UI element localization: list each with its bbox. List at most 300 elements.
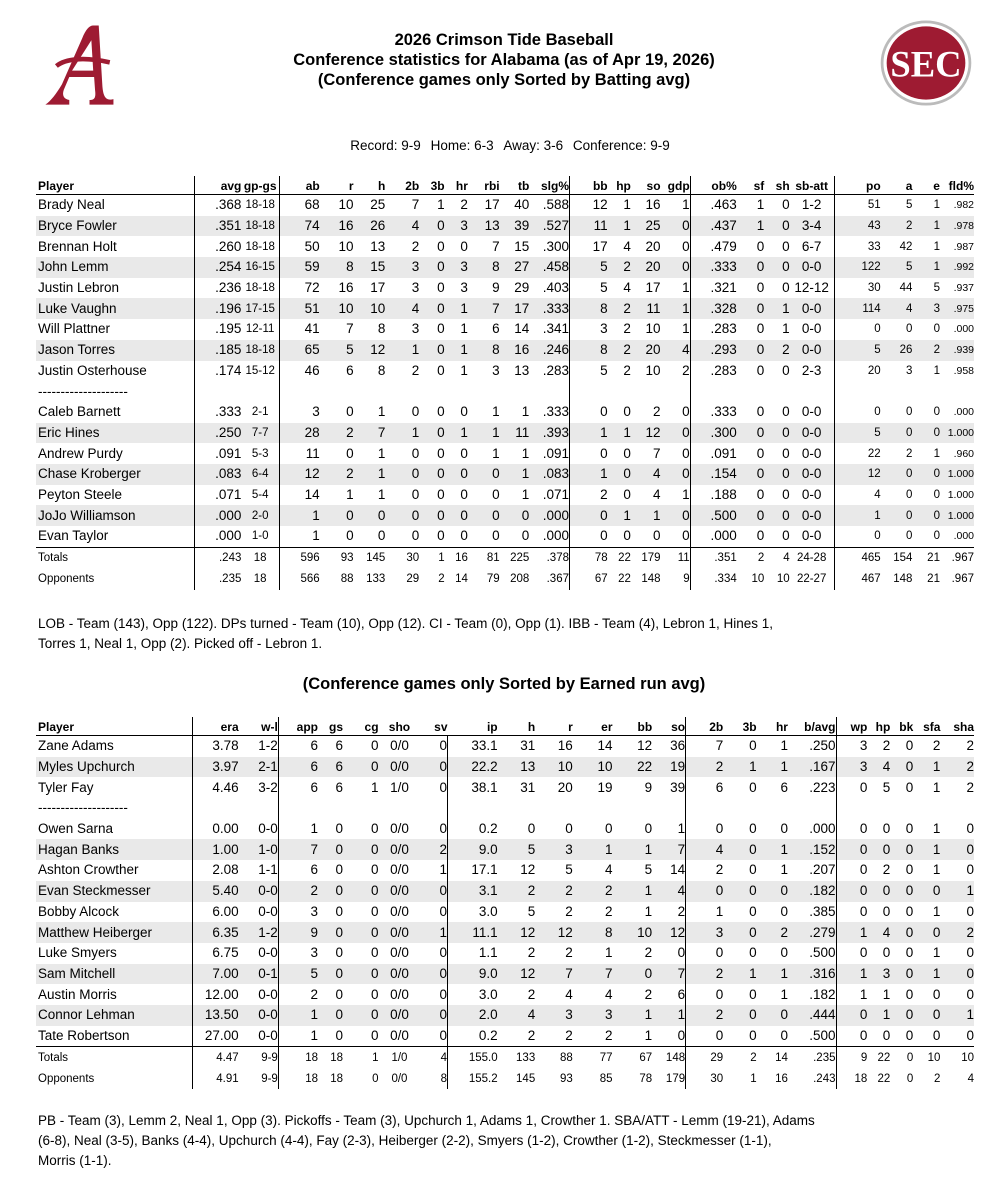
stat-cell: 9-9 bbox=[261, 1072, 278, 1085]
stat-cell: 0 bbox=[723, 922, 756, 943]
stat-cell: 0 bbox=[419, 464, 444, 485]
separator-cell bbox=[690, 381, 737, 402]
stat-cell: 0/0 bbox=[379, 757, 421, 778]
stat-cell: 0 bbox=[764, 423, 789, 444]
stat-cell: 10 bbox=[320, 298, 354, 319]
stat-cell: 13 bbox=[514, 362, 530, 378]
stat-cell: 16 bbox=[775, 1072, 788, 1085]
stat-cell: 5 bbox=[570, 361, 608, 382]
stat-cell: 0 bbox=[890, 964, 913, 985]
stat-cell: 0 bbox=[377, 528, 386, 544]
column-header-so: so bbox=[652, 717, 685, 736]
stat-cell: 10 bbox=[751, 573, 765, 586]
stat-cell: 0 bbox=[756, 486, 765, 502]
stat-cell: 0 bbox=[343, 922, 379, 943]
stat-cell: 1 bbox=[608, 423, 631, 444]
stat-cell: 5 bbox=[278, 964, 318, 985]
stat-cell: 1 bbox=[278, 1005, 318, 1026]
stat-cell: 3.0 bbox=[478, 986, 498, 1002]
stat-cell: 0 bbox=[756, 238, 765, 254]
stat-cell: 1 bbox=[686, 902, 724, 923]
stat-cell: 3.0 bbox=[478, 903, 498, 919]
stat-cell: 1 bbox=[661, 298, 691, 319]
column-header-w-l: w-l bbox=[239, 717, 279, 736]
stat-cell: 21 bbox=[912, 547, 940, 569]
stat-cell: 0 bbox=[335, 903, 344, 919]
separator-cell bbox=[573, 798, 613, 819]
stat-cell: 29 bbox=[686, 1047, 724, 1069]
stat-cell: 0/0 bbox=[390, 1027, 409, 1043]
stat-cell: 0 bbox=[932, 1027, 941, 1043]
stat-cell: 0-0 bbox=[258, 821, 278, 837]
stat-cell: 0/0 bbox=[390, 986, 409, 1002]
stat-cell: 1 bbox=[419, 547, 444, 569]
stat-cell: 0 bbox=[933, 323, 940, 336]
stat-cell: 0 bbox=[749, 986, 757, 1002]
stat-cell: 0 bbox=[836, 860, 867, 881]
stat-cell: 72 bbox=[279, 278, 319, 299]
stat-cell: 26 bbox=[354, 216, 386, 237]
stat-cell: .982 bbox=[953, 199, 974, 212]
column-header-3b: 3b bbox=[419, 176, 444, 195]
stat-cell: 18-18 bbox=[241, 340, 279, 361]
stat-cell: 155.2 bbox=[468, 1072, 498, 1085]
player-name: Will Plattner bbox=[38, 321, 111, 337]
stat-cell: 0 bbox=[570, 505, 608, 526]
table-row bbox=[36, 984, 974, 1005]
stat-cell: 0 bbox=[834, 526, 881, 547]
stat-cell: .958 bbox=[953, 364, 974, 377]
player-name: Austin Morris bbox=[38, 986, 117, 1002]
table-row bbox=[36, 757, 974, 778]
column-header-player: Player bbox=[36, 717, 193, 736]
stat-cell: 39 bbox=[652, 777, 685, 798]
record-home: Home: 6-3 bbox=[430, 138, 494, 153]
stat-cell: 1 bbox=[757, 964, 788, 985]
stat-cell: 0 bbox=[492, 486, 500, 502]
stat-cell: 1 bbox=[652, 819, 685, 840]
stat-cell: 4 bbox=[420, 1047, 447, 1069]
stat-cell: 0 bbox=[682, 528, 690, 544]
stat-cell: 465 bbox=[834, 547, 881, 569]
stat-cell: 0 bbox=[764, 505, 789, 526]
stat-cell: 0-0 bbox=[801, 486, 822, 502]
stat-cell: .987 bbox=[953, 240, 974, 253]
stat-cell: 6.75 bbox=[193, 943, 239, 964]
stat-cell: 0 bbox=[661, 505, 691, 526]
separator-cell bbox=[570, 381, 608, 402]
stat-cell: 0 bbox=[653, 528, 661, 544]
column-header-h: h bbox=[354, 176, 386, 195]
separator-cell bbox=[913, 798, 940, 819]
stat-cell: 15 bbox=[354, 257, 386, 278]
stat-cell: 42 bbox=[899, 240, 913, 253]
player-name: Matthew Heiberger bbox=[36, 922, 193, 943]
stat-cell: 0 bbox=[890, 757, 913, 778]
stat-cell: .500 bbox=[809, 945, 836, 961]
table-row bbox=[36, 402, 974, 423]
player-name: Opponents bbox=[38, 573, 95, 586]
player-name: Opponents bbox=[38, 1072, 95, 1085]
stat-cell: 5 bbox=[834, 340, 881, 361]
stat-cell: 0 bbox=[966, 986, 974, 1002]
stat-cell: .328 bbox=[690, 298, 737, 319]
stat-cell: .071 bbox=[542, 486, 569, 502]
stat-cell: 10 bbox=[573, 757, 613, 778]
stat-cell: 0/0 bbox=[390, 738, 409, 754]
stat-cell: 1 bbox=[836, 984, 867, 1005]
stat-cell: 17-15 bbox=[241, 298, 279, 319]
stat-cell: 0-0 bbox=[258, 945, 278, 961]
stat-cell: .091 bbox=[690, 443, 737, 464]
stat-cell: 10 bbox=[913, 1047, 940, 1069]
stat-cell: 3 bbox=[385, 257, 419, 278]
player-name: Brennan Holt bbox=[38, 238, 117, 254]
stat-cell: 0 bbox=[318, 881, 343, 902]
stat-cell: 40 bbox=[514, 197, 530, 213]
stat-cell: 1 bbox=[377, 486, 386, 502]
column-header-cg: cg bbox=[343, 717, 379, 736]
stat-cell: 0 bbox=[764, 216, 789, 237]
stat-cell: .000 bbox=[542, 528, 569, 544]
stat-cell: 1 bbox=[354, 464, 386, 485]
stat-cell: 0 bbox=[836, 1005, 867, 1026]
stat-cell: .000 bbox=[809, 821, 836, 837]
stat-cell: 0 bbox=[780, 821, 788, 837]
stat-cell: 1-0 bbox=[239, 839, 279, 860]
stat-cell: 1 bbox=[882, 986, 891, 1002]
player-name: Bryce Fowler bbox=[36, 216, 195, 237]
stat-cell: 0 bbox=[343, 757, 379, 778]
stat-cell: 2 bbox=[565, 903, 573, 919]
stat-cell: 1 bbox=[836, 922, 867, 943]
player-name: Totals bbox=[36, 547, 195, 569]
stat-cell: 1 bbox=[500, 464, 530, 485]
stat-cell: 0 bbox=[906, 530, 913, 543]
table-row bbox=[36, 195, 974, 216]
stat-cell: 0 bbox=[570, 526, 608, 547]
stat-cell: 0 bbox=[966, 945, 974, 961]
stat-cell: 0 bbox=[437, 238, 445, 254]
stat-cell: 8 bbox=[573, 922, 613, 943]
table-row bbox=[36, 361, 974, 382]
player-name: Tyler Fay bbox=[38, 779, 94, 795]
stat-cell: .975 bbox=[940, 298, 974, 319]
svg-text:SEC: SEC bbox=[890, 43, 962, 85]
stat-cell: 0 bbox=[966, 1027, 974, 1043]
stat-cell: 6 bbox=[492, 321, 500, 337]
stat-cell: 2 bbox=[644, 945, 653, 961]
table-row bbox=[36, 881, 974, 902]
stat-cell: 7 bbox=[346, 321, 354, 337]
stat-cell: 148 bbox=[652, 1047, 685, 1069]
stat-cell: 6 bbox=[278, 860, 318, 881]
stat-cell: 3 bbox=[445, 257, 468, 278]
stat-cell: .152 bbox=[788, 839, 836, 860]
stat-cell: 133 bbox=[366, 573, 386, 586]
stat-cell: .000 bbox=[953, 530, 974, 543]
stat-cell: 0 bbox=[940, 964, 974, 985]
stat-cell: 0 bbox=[419, 423, 444, 444]
stat-cell: 1 bbox=[933, 447, 940, 460]
stat-cell: 0 bbox=[460, 404, 468, 420]
stat-cell: 0 bbox=[905, 1027, 914, 1043]
table-row bbox=[36, 443, 974, 464]
player-name: Brady Neal bbox=[38, 197, 105, 213]
stat-cell: 0 bbox=[782, 445, 790, 461]
stat-cell: 0 bbox=[686, 1026, 724, 1047]
stat-cell: .939 bbox=[940, 340, 974, 361]
totals-row bbox=[36, 1047, 974, 1069]
stat-cell: 1 bbox=[782, 321, 790, 337]
player-name: JoJo Williamson bbox=[36, 505, 195, 526]
separator-cell bbox=[867, 798, 890, 819]
separator-cell bbox=[529, 381, 569, 402]
stat-cell: 2 bbox=[686, 860, 724, 881]
stat-cell: 0 bbox=[737, 340, 765, 361]
stat-cell: 1 bbox=[468, 423, 500, 444]
stat-cell: 50 bbox=[279, 236, 319, 257]
stat-cell: 11 bbox=[500, 423, 530, 444]
stat-cell: 0 bbox=[933, 530, 940, 543]
stat-cell: 19 bbox=[652, 757, 685, 778]
stat-cell: 0 bbox=[411, 404, 420, 420]
stat-cell: 0 bbox=[346, 404, 354, 420]
stat-cell: 145 bbox=[516, 1072, 536, 1085]
stat-cell: .403 bbox=[542, 280, 569, 296]
stat-cell: 25 bbox=[631, 216, 661, 237]
separator-cell bbox=[613, 798, 653, 819]
separator-cell bbox=[195, 381, 242, 402]
stat-cell: 1 bbox=[570, 423, 608, 444]
stat-cell: 93 bbox=[320, 547, 354, 569]
stat-cell: 81 bbox=[468, 547, 500, 569]
stat-cell: 0 bbox=[890, 881, 913, 902]
stat-cell: 0 bbox=[385, 464, 419, 485]
stat-cell: 0-0 bbox=[258, 1027, 278, 1043]
stat-cell: .260 bbox=[195, 236, 242, 257]
stat-cell: 0 bbox=[420, 902, 447, 923]
separator-cell bbox=[279, 381, 319, 402]
column-header-sho: sho bbox=[379, 717, 421, 736]
column-header-sha: sha bbox=[940, 717, 974, 736]
stat-cell: 8 bbox=[420, 1068, 447, 1089]
stat-cell: 1 bbox=[460, 362, 468, 378]
stat-cell: 20 bbox=[631, 340, 661, 361]
stat-cell: 0 bbox=[756, 528, 765, 544]
stat-cell: 5 bbox=[320, 340, 354, 361]
stat-cell: 1 bbox=[613, 839, 653, 860]
stat-cell: 0 bbox=[335, 986, 344, 1002]
stat-cell: 1 bbox=[445, 298, 468, 319]
table-row bbox=[36, 777, 974, 798]
stat-cell: 0 bbox=[411, 445, 420, 461]
stat-cell: 18 bbox=[278, 1068, 318, 1089]
table-row bbox=[36, 922, 974, 943]
stat-cell: 77 bbox=[573, 1047, 613, 1069]
stat-cell: 93 bbox=[560, 1072, 573, 1085]
stat-cell: 0 bbox=[686, 881, 724, 902]
stat-cell: 0 bbox=[420, 757, 447, 778]
pitching-notes bbox=[38, 1111, 868, 1171]
stat-cell: 9 bbox=[644, 779, 653, 795]
stat-cell: 179 bbox=[631, 547, 661, 569]
separator-cell bbox=[343, 798, 379, 819]
stat-cell: 2 bbox=[723, 1047, 756, 1069]
stat-cell: .000 bbox=[195, 505, 242, 526]
player-name: Chase Kroberger bbox=[36, 464, 195, 485]
stat-cell: 8 bbox=[320, 257, 354, 278]
stat-cell: 1 bbox=[608, 216, 631, 237]
stat-cell: 0 bbox=[335, 821, 344, 837]
stat-cell: 1 bbox=[521, 445, 530, 461]
batting-notes bbox=[38, 614, 838, 654]
column-header-ab: ab bbox=[279, 176, 319, 195]
stat-cell: 0 bbox=[881, 464, 913, 485]
stat-cell: 16 bbox=[445, 547, 468, 569]
stat-cell: 1 bbox=[940, 881, 974, 902]
stat-cell: 0 bbox=[890, 839, 913, 860]
stat-cell: .254 bbox=[195, 257, 242, 278]
stat-cell: 7 bbox=[492, 238, 500, 254]
stat-cell: 1 bbox=[521, 404, 530, 420]
stat-cell: 1 bbox=[932, 779, 941, 795]
stat-cell: 0 bbox=[460, 238, 468, 254]
stat-cell: .283 bbox=[690, 361, 737, 382]
stat-cell: 6 bbox=[335, 779, 344, 795]
stat-cell: 5 bbox=[570, 257, 608, 278]
stat-cell: 2-3 bbox=[801, 362, 822, 378]
stat-cell: 20 bbox=[631, 257, 661, 278]
stat-cell: 0 bbox=[420, 1026, 447, 1047]
stat-cell: 9 bbox=[836, 1047, 867, 1069]
stat-cell: 11 bbox=[279, 443, 319, 464]
stat-cell: 0 bbox=[913, 881, 940, 902]
column-header-hp: hp bbox=[867, 717, 890, 736]
stat-cell: 0-0 bbox=[790, 340, 834, 361]
title-line-3: (Conference games only Sorted by Batting avg) bbox=[317, 71, 691, 89]
stat-cell: 22 bbox=[618, 573, 631, 586]
separator-cell bbox=[193, 798, 239, 819]
stat-cell: 78 bbox=[570, 547, 608, 569]
stat-cell: 1 bbox=[279, 505, 319, 526]
column-header-3b: 3b bbox=[723, 717, 756, 736]
stat-cell: 0 bbox=[623, 404, 631, 420]
stat-cell: 1 bbox=[613, 1005, 653, 1026]
stat-cell: .960 bbox=[953, 447, 974, 460]
table-row bbox=[36, 505, 974, 526]
stat-cell: 0 bbox=[686, 943, 724, 964]
stat-cell: 14 bbox=[279, 485, 319, 506]
stat-cell: 1 bbox=[682, 280, 690, 296]
stat-cell: 16 bbox=[338, 280, 354, 296]
stat-cell: 2 bbox=[438, 573, 445, 586]
column-header-a: a bbox=[881, 176, 913, 195]
stat-cell: 0 bbox=[756, 445, 765, 461]
stat-cell: 2 bbox=[882, 738, 891, 754]
stat-cell: 2 bbox=[320, 464, 354, 485]
stat-cell: 0 bbox=[419, 340, 444, 361]
stat-cell: .351 bbox=[690, 547, 737, 569]
stat-cell: 78 bbox=[639, 1072, 653, 1085]
column-header-wp: wp bbox=[836, 717, 867, 736]
stat-cell: 0 bbox=[661, 257, 691, 278]
stat-cell: 1 bbox=[652, 1005, 685, 1026]
stat-cell: 15-12 bbox=[245, 364, 275, 377]
separator-cell bbox=[686, 798, 724, 819]
column-header-sh: sh bbox=[764, 176, 789, 195]
stat-cell: 0 bbox=[757, 1005, 788, 1026]
stat-cell: 1 bbox=[737, 216, 765, 237]
separator-cell bbox=[445, 381, 468, 402]
stat-cell: 1 bbox=[682, 321, 690, 337]
stat-cell: 26 bbox=[881, 340, 913, 361]
stat-cell: 0/0 bbox=[379, 922, 421, 943]
stat-cell: 0 bbox=[652, 1026, 685, 1047]
stat-cell: 2 bbox=[608, 298, 631, 319]
stat-cell: 1 bbox=[437, 197, 445, 213]
stat-cell: 0 bbox=[613, 964, 653, 985]
stat-cell: 1 bbox=[573, 839, 613, 860]
stat-cell: 5.40 bbox=[193, 881, 239, 902]
stat-cell: 13 bbox=[468, 216, 500, 237]
stat-cell: 0 bbox=[882, 945, 891, 961]
stat-cell: .207 bbox=[809, 862, 836, 878]
separator-cell bbox=[940, 798, 974, 819]
stat-cell: 0/0 bbox=[390, 945, 409, 961]
stat-cell: 6.35 bbox=[193, 922, 239, 943]
stat-cell: 39 bbox=[500, 216, 530, 237]
stat-cell: 1 bbox=[912, 216, 940, 237]
stat-cell: 2 bbox=[608, 340, 631, 361]
stat-cell: 3 bbox=[906, 364, 913, 377]
stat-cell: 88 bbox=[340, 573, 354, 586]
stat-cell: 0 bbox=[912, 505, 940, 526]
stat-cell: 0 bbox=[906, 323, 913, 336]
table-row bbox=[36, 819, 974, 840]
stat-cell: 0 bbox=[749, 821, 757, 837]
stat-cell: .500 bbox=[809, 1027, 836, 1043]
stat-cell: 0 bbox=[932, 986, 941, 1002]
stat-cell: .283 bbox=[542, 362, 569, 378]
stat-cell: 0 bbox=[905, 986, 914, 1002]
stat-cell: 114 bbox=[834, 298, 881, 319]
stat-cell: 6.00 bbox=[193, 902, 239, 923]
stat-cell: .000 bbox=[953, 406, 974, 419]
table-row bbox=[36, 526, 974, 547]
stat-cell: 1 bbox=[623, 197, 631, 213]
stat-cell: .246 bbox=[529, 340, 569, 361]
column-header-2b: 2b bbox=[385, 176, 419, 195]
column-header-e: e bbox=[912, 176, 940, 195]
stat-cell: 4 bbox=[623, 280, 631, 296]
stat-cell: 0 bbox=[335, 1027, 344, 1043]
stat-cell: 0 bbox=[437, 404, 445, 420]
stat-cell: 0 bbox=[445, 464, 468, 485]
column-header-r: r bbox=[320, 176, 354, 195]
separator-cell bbox=[535, 798, 573, 819]
stat-cell: 22 bbox=[834, 443, 881, 464]
stat-cell: 9-9 bbox=[239, 1047, 279, 1069]
player-name: Eric Hines bbox=[36, 423, 195, 444]
column-header-hp: hp bbox=[608, 176, 631, 195]
stat-cell: 17 bbox=[370, 280, 386, 296]
stat-cell: 7 bbox=[354, 423, 386, 444]
stat-cell: 0 bbox=[881, 505, 913, 526]
table-row bbox=[36, 216, 974, 237]
stat-cell: .316 bbox=[788, 964, 836, 985]
separator-cell bbox=[354, 381, 386, 402]
